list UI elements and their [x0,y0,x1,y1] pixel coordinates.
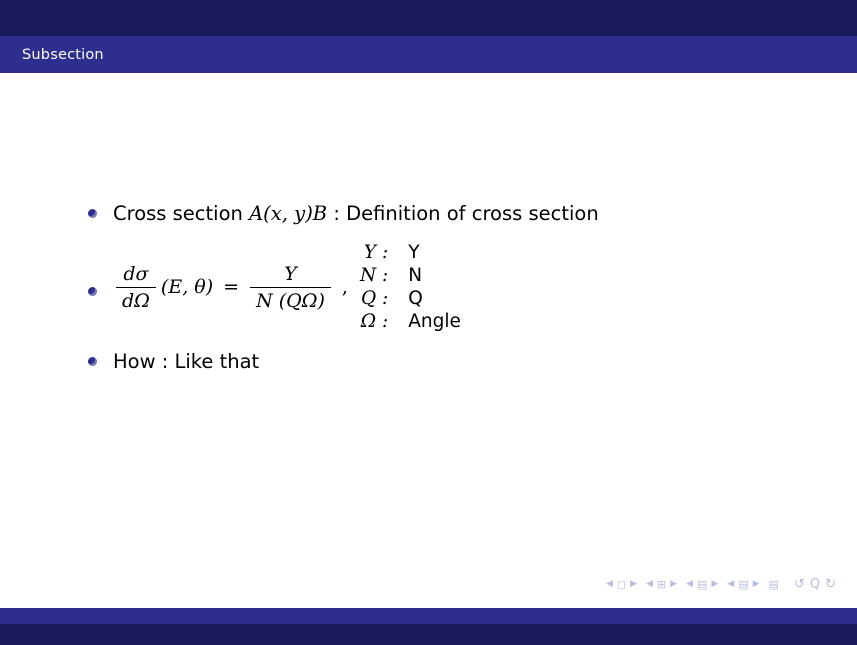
left-arrow-icon[interactable]: ◀ [686,579,693,589]
nav-first-frame[interactable] [606,579,637,590]
page-title: Subsection [22,46,104,63]
cross-section-suffix: : Definition of cross section [327,202,599,225]
prev-frame-icon[interactable]: ⊞ [656,578,667,591]
definition-value: Angle [408,311,461,333]
header-bar [0,36,857,73]
nav-prev-frame[interactable] [646,579,677,590]
bottom-band-dark [0,624,857,645]
definition-symbol: Y : [363,242,389,264]
cross-section-prefix: Cross section [113,202,250,225]
list-item [88,348,788,376]
equation-arguments: (E, θ) [160,276,214,299]
right-arrow-icon[interactable]: ▶ [711,579,719,589]
fraction-right [250,263,331,312]
list-item-equation [88,242,788,332]
definition-list [360,242,461,332]
slide-content [88,200,788,383]
undo-icon[interactable]: ↺ [793,577,806,592]
top-band [0,0,857,36]
nav-prev-slide[interactable] [686,579,718,590]
bullet-icon [88,287,97,296]
bullet-icon [88,209,97,218]
left-arrow-icon[interactable]: ◀ [645,579,653,589]
list-item [88,200,788,228]
left-arrow-icon[interactable]: ◀ [606,579,613,589]
fraction-left-numerator: dσ [123,262,149,285]
next-slide-icon[interactable]: ▤ [738,578,749,591]
beamer-navigation-bar[interactable] [606,578,837,591]
left-arrow-icon[interactable]: ◀ [727,579,735,589]
bottom-band-light [0,608,857,624]
definition-symbol: N : [359,265,389,287]
cross-section-math: A(x, y)B [249,202,328,225]
last-slide-icon[interactable]: ▤ [768,578,779,591]
nav-back-forward[interactable] [794,578,837,591]
fraction-left [116,263,156,312]
bullet-icon [88,357,97,366]
nav-next-slide[interactable] [727,579,759,590]
fraction-right-denominator: N (QΩ) [250,287,331,312]
fraction-left-denominator: dΩ [116,287,156,312]
definition-symbol: Ω : [360,311,389,333]
definition-value: Y [408,242,420,264]
right-arrow-icon[interactable]: ▶ [630,579,637,589]
search-icon[interactable]: Q [809,577,822,592]
definition-value: Q [408,288,423,310]
equation-comma: , [341,276,348,299]
first-frame-icon[interactable]: ◻ [616,578,627,591]
how-line: How : Like that [113,350,260,374]
prev-slide-icon[interactable]: ▤ [696,578,708,591]
equation-equals: = [223,276,240,299]
redo-icon[interactable]: ↻ [825,577,837,592]
right-arrow-icon[interactable]: ▶ [752,579,760,589]
fraction-right-numerator: Y [284,262,297,285]
right-arrow-icon[interactable]: ▶ [670,579,678,589]
nav-last-slide[interactable] [769,579,779,590]
equation [113,242,461,332]
cross-section-line [113,200,599,228]
definition-symbol: Q : [360,288,389,310]
definition-value: N [408,265,423,287]
